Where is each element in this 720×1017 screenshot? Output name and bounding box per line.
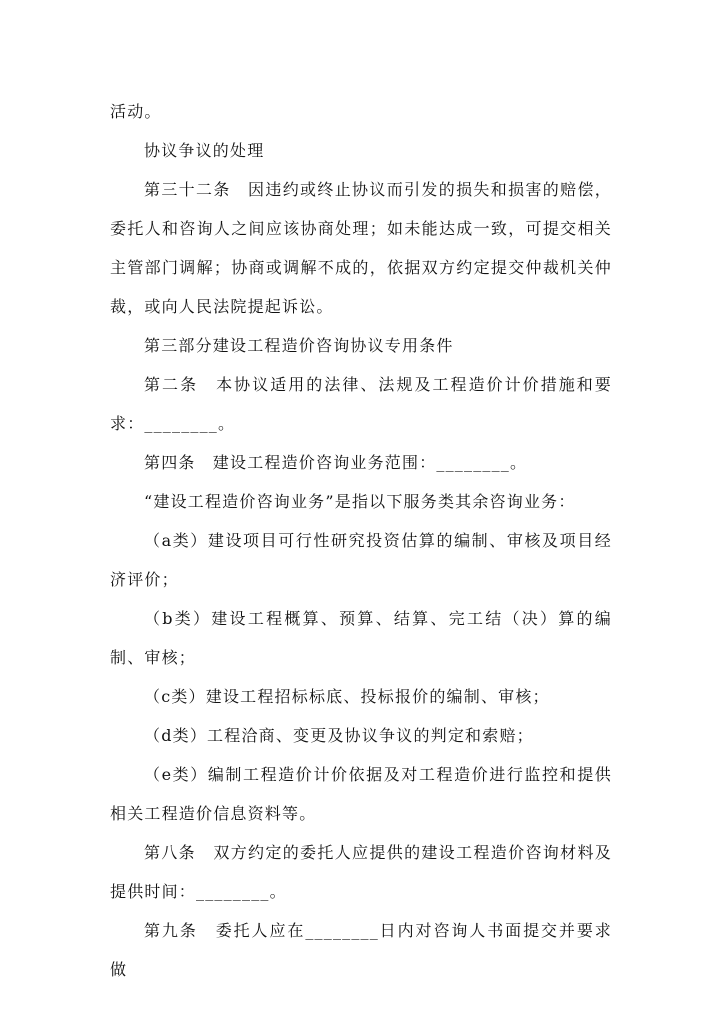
- service-class-e: （e类）编制工程造价计价依据及对工程造价进行监控和提供相关工程造价信息资料等。: [110, 765, 612, 823]
- article-4: 第四条 建设工程造价咨询业务范围：________。: [144, 453, 528, 472]
- article-8: 第八条 双方约定的委托人应提供的建设工程造价咨询材料及提供时间：________。: [110, 843, 612, 901]
- section-heading-dispute: 协议争议的处理: [144, 141, 265, 160]
- article-32: 第三十二条 因违约或终止协议而引发的损失和损害的赔偿，委托人和咨询人之间应该协商处理；如未能达成一致，可提交相关主管部门调解；协商或调解不成的，依据双方约定提交仲裁机关仲裁，或向人民法院提起诉讼。: [110, 180, 612, 316]
- paragraph-continuation: 活动。: [110, 102, 162, 121]
- service-class-b: （b类）建设工程概算、预算、结算、完工结（决）算的编制、审核；: [110, 609, 612, 667]
- service-definition: “建设工程造价咨询业务”是指以下服务类其余咨询业务：: [144, 492, 576, 511]
- service-class-a: （a类）建设项目可行性研究投资估算的编制、审核及项目经济评价；: [110, 531, 612, 589]
- service-class-d: （d类）工程洽商、变更及协议争议的判定和索赔；: [144, 726, 534, 745]
- article-2: 第二条 本协议适用的法律、法规及工程造价计价措施和要求：________。: [110, 375, 612, 433]
- part-3-heading: 第三部分建设工程造价咨询协议专用条件: [144, 336, 454, 355]
- article-9: 第九条 委托人应在________日内对咨询人书面提交并要求做: [110, 921, 612, 979]
- service-class-c: （c类）建设工程招标标底、投标报价的编制、审核；: [144, 687, 550, 706]
